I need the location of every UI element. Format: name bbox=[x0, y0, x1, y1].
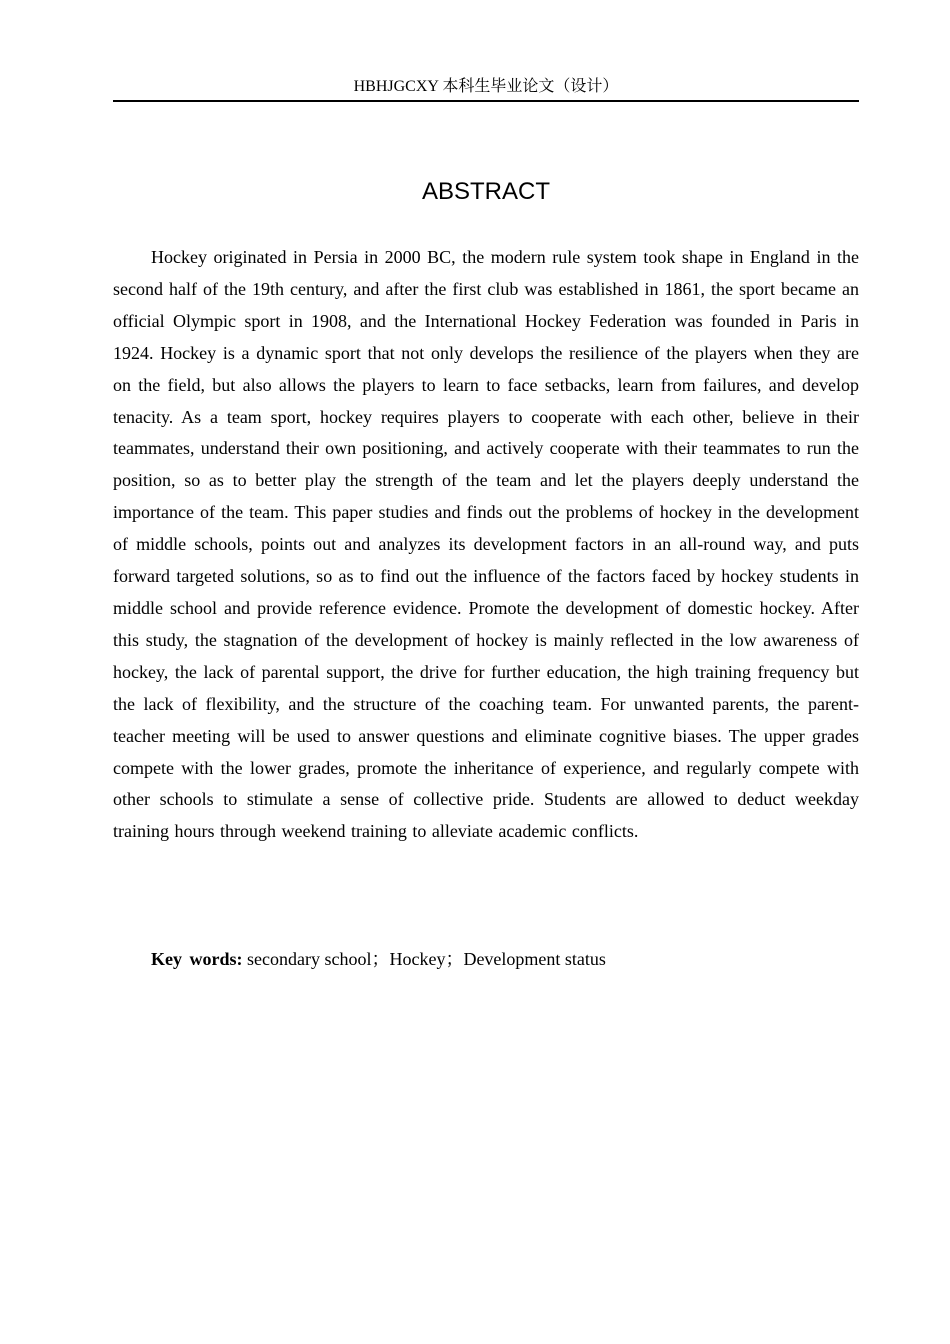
running-header: HBHJGCXY 本科生毕业论文（设计） bbox=[353, 78, 619, 95]
abstract-title: ABSTRACT bbox=[421, 178, 550, 205]
keywords-line bbox=[113, 944, 859, 976]
keywords-label: Key words: bbox=[151, 949, 243, 969]
keywords-list: secondary school；Hockey；Development status bbox=[242, 949, 606, 969]
header-rule bbox=[113, 100, 859, 102]
abstract-body: Hockey originated in Persia in 2000 BC, the modern rule system took shape in England in the second half of the 19th century, and after the first club was established in 1861, the sport became an official Olympic sport in 1908, and the International Hockey Federation was founded in Paris in 1924. Hockey is a dynamic sport that not only develops the resilience of the players when they are on the field, but also allows the players to learn to face setbacks, learn from failures, and develop tenacity. As a team sport, hockey requires players to cooperate with each other, believe in their teammates, understand their own positioning, and actively cooperate with their teammates to run the position, so as to better play the strength of the team and let the players deeply understand the importance of the team. This paper studies and finds out the problems of hockey in the development of middle schools, points out and analyzes its development factors in an all-round way, and puts forward targeted solutions, so as to find out the influence of the factors faced by hockey students in middle school and provide reference evidence. Promote the development of domestic hockey. After this study, the stagnation of the development of hockey is mainly reflected in the low awareness of hockey, the lack of parental support, the drive for further education, the high training frequency but the lack of flexibility, and the structure of the coaching team. For unwanted parents, the parent-teacher meeting will be used to answer questions and eliminate cognitive biases. The upper grades compete with the lower grades, promote the inheritance of experience, and regularly compete with other schools to stimulate a sense of collective pride. Students are allowed to deduct weekday training hours through weekend training to alleviate academic conflicts. bbox=[113, 247, 859, 842]
